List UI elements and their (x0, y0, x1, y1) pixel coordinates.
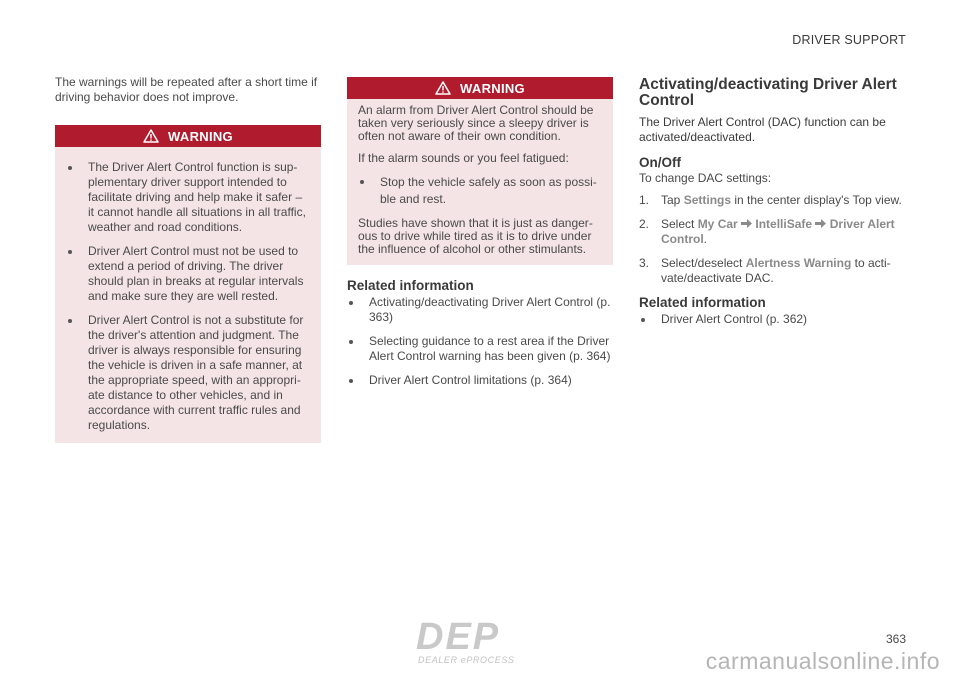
svg-text:DEP: DEP (416, 616, 501, 658)
dep-logo-icon (414, 616, 546, 666)
warning-triangle-icon (143, 129, 159, 143)
arrow-right-icon (741, 219, 752, 228)
page-number: 363 (885, 632, 906, 646)
step-text: . (703, 232, 707, 246)
related-link[interactable]: Selecting guidance to a rest area if the Driver Alert Control warning has been given (p. 364) (347, 334, 613, 364)
step-text: Select/deselect (661, 256, 746, 270)
warning-item: The Driver Alert Control function is supplementary driver support intended to facilitate driving and help make it safer – it cannot handle all situations in all traffic, weather and road conditions. (66, 160, 311, 235)
column-middle (347, 77, 613, 397)
dealer-eprocess-logo (414, 616, 546, 669)
arrow-right-icon (815, 219, 826, 228)
my-car-label: My Car (697, 217, 738, 231)
step-item (639, 256, 907, 286)
warning-box-middle (347, 77, 613, 265)
warning-title: WARNING (168, 128, 233, 144)
warning-item: Driver Alert Control is not a substitute for the driver's attention and judgment. The driver is always responsible for ensuring the vehicle is driven in a safe manner, at the appropriate speed, with an appropriate distance to other vehicles, and in accordance with current traffic rules and regulations. (66, 313, 311, 433)
step-number: 3. (639, 256, 650, 270)
step-number: 2. (639, 217, 650, 231)
warning-item: Driver Alert Control must not be used to extend a period of driving. The driver should plan in breaks at regular intervals and make sure they are well rested. (66, 244, 311, 304)
page-heading: Activating/deactivating Driver Alert Control (639, 76, 897, 109)
step-item (639, 193, 907, 208)
warning-body (347, 99, 613, 265)
warning-paragraph: An alarm from Driver Alert Control should be taken very seriously since a sleepy driver is often not aware of their own condition. (358, 103, 594, 143)
settings-label: Settings (683, 193, 732, 207)
alertness-warning-label: Alertness Warning (745, 256, 852, 270)
logo-text: DEALER ePROCESS (418, 655, 515, 665)
watermark-text: carmanualsonline.info (705, 648, 940, 674)
related-info-list (639, 312, 907, 327)
intro-text: The warnings will be repeated after a short time if driving behavior does not improve. (55, 75, 318, 104)
related-link[interactable]: Activating/deactivating Driver Alert Control (p. 363) (347, 295, 613, 325)
step-text: Select (661, 217, 698, 231)
column-right (639, 77, 907, 336)
step-text: to activate/deactivate DAC. (661, 256, 891, 285)
step-text: Tap (661, 193, 684, 207)
heading-intro: The Driver Alert Control (DAC) function can be activated/deactivated. (639, 115, 886, 144)
warning-box-left (55, 125, 321, 443)
warning-list (66, 160, 311, 433)
related-info-heading: Related information (347, 278, 474, 293)
step-item (639, 217, 907, 247)
steps-list (639, 193, 907, 286)
section-title: DRIVER SUPPORT (792, 33, 906, 47)
warning-triangle-icon (435, 81, 451, 95)
column-left (55, 75, 321, 443)
step-text: in the center display's Top view. (731, 193, 902, 207)
warning-body (55, 147, 321, 443)
warning-header (347, 77, 613, 99)
warning-paragraph: If the alarm sounds or you feel fatigued: (358, 151, 569, 165)
onoff-intro: To change DAC settings: (639, 171, 772, 185)
related-link[interactable]: Driver Alert Control limitations (p. 364) (347, 373, 613, 388)
onoff-heading: On/Off (639, 155, 681, 170)
warning-item: Stop the vehicle safely as soon as possible and rest. (358, 174, 603, 208)
warning-list (358, 174, 603, 208)
warning-title: WARNING (460, 80, 525, 96)
step-number: 1. (639, 193, 650, 207)
warning-header (55, 125, 321, 147)
related-link[interactable]: Driver Alert Control (p. 362) (639, 312, 907, 327)
intellisafe-label: IntelliSafe (755, 217, 813, 231)
related-info-heading: Related information (639, 295, 766, 310)
related-info-list (347, 295, 613, 388)
driver-alert-control-label: Driver Alert Control (661, 217, 895, 246)
warning-paragraph: Studies have shown that it is just as dangerous to drive while tired as it is to drive under the influence of alcohol or other stimulants. (358, 216, 593, 256)
